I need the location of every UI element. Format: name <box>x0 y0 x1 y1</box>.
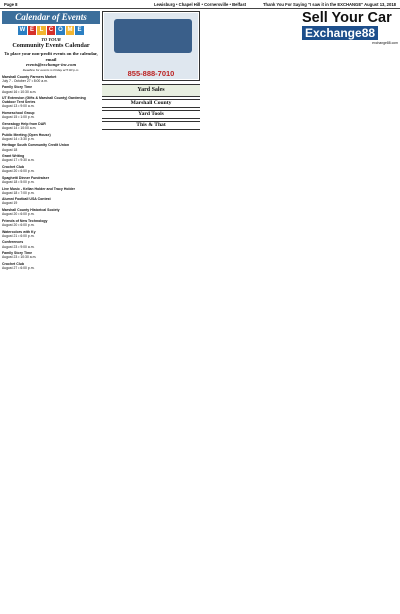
event-list <box>2 75 100 271</box>
event-text: August 20 • 6:00 p.m. <box>2 212 35 217</box>
event-title: Watercolors with Ky <box>2 229 36 234</box>
event-item <box>2 187 100 195</box>
event-text: August 16 • 10:30 a.m. <box>2 89 37 94</box>
welcome-letter: W <box>19 27 26 33</box>
event-item <box>2 133 100 141</box>
section-yard-sales <box>102 84 200 97</box>
event-title: Spaghetti Dinner Fundraiser <box>2 175 50 180</box>
event-title: Grant Writing <box>2 154 25 159</box>
event-item <box>2 111 100 119</box>
event-text: August 21 • 6:00 p.m. <box>2 233 35 238</box>
yard-sales-label: Yard Sales <box>137 87 165 93</box>
event-text: August 23 • 10:30 a.m. <box>2 255 37 260</box>
event-item <box>2 219 100 227</box>
event-item <box>2 197 100 205</box>
event-title: Friends of New Technology <box>2 218 48 223</box>
ad-logo-icon <box>114 19 192 53</box>
to-your: TO YOUR <box>41 37 61 42</box>
event-item <box>2 176 100 184</box>
event-text: August 15 • 1:00 p.m. <box>2 115 35 120</box>
exchange-url[interactable]: exchange88.com <box>372 41 398 45</box>
calendar-title: Calendar of Events <box>2 11 100 24</box>
welcome-letter: O <box>58 27 63 33</box>
event-text: August 14 • 10:00 a.m. <box>2 125 37 130</box>
event-item <box>2 251 100 259</box>
event-text: August 27 • 6:00 p.m. <box>2 266 35 271</box>
calendar-deadline: Deadline for events is Friday at 5:00 p.m. <box>22 67 80 72</box>
event-item <box>2 240 100 248</box>
event-text: August 18 <box>2 147 18 152</box>
event-title: Alumni Football USA Contest <box>2 197 51 202</box>
event-title: Crochet Club <box>2 164 24 169</box>
event-item <box>2 143 100 151</box>
event-item <box>2 154 100 162</box>
ad-phone: 855-888-7010 <box>127 68 175 78</box>
exchange-number: 88 <box>361 26 376 40</box>
classifieds-column-4 <box>302 11 398 609</box>
calendar-send-text: To place your non-profit events on the calendar, email <box>4 51 98 62</box>
event-title: Crochet Club <box>2 262 24 266</box>
sell-your-car-title: Sell Your Car <box>302 11 392 26</box>
event-text: August 18 • 5:00 p.m. <box>2 179 35 184</box>
page-header <box>0 0 400 9</box>
calendar-headline: Community Events Calendar <box>12 42 90 50</box>
welcome-letter: E <box>28 26 37 35</box>
event-item <box>2 85 100 93</box>
event-title: Genealogy Help from DAR <box>2 121 46 126</box>
phone-ad <box>102 11 200 81</box>
event-title: Family Story Time <box>2 251 33 256</box>
event-text: August 20 • 6:00 p.m. <box>2 169 35 174</box>
header-date: Thank You For Saying "I saw it in the EXCHANGE" August 13, 2018 <box>262 2 396 7</box>
event-title: Marshall County Historical Society <box>2 208 60 213</box>
welcome-letter: M <box>67 27 73 33</box>
event-item <box>2 230 100 238</box>
welcome-letter: C <box>47 26 56 35</box>
event-title: Homeschool Group <box>2 111 35 116</box>
section-this-that: This & That <box>102 121 200 130</box>
event-text: August 23 • 9:00 a.m. <box>2 244 35 249</box>
event-item <box>2 122 100 130</box>
welcome-letter: E <box>75 26 84 35</box>
event-text: August 18 • 7:00 p.m. <box>2 190 35 195</box>
event-item <box>2 165 100 173</box>
event-text: August 19 <box>2 201 18 206</box>
event-title: Live Music - Kellan Holder and Tracy Holder <box>2 186 75 191</box>
exchange-logo <box>302 26 378 40</box>
event-title: Conferences <box>2 240 24 245</box>
welcome-letter: L <box>37 26 46 35</box>
event-title: UT Extension (Gifts & Marshall County) Gardening Outdoor Tent Series <box>2 96 86 105</box>
event-text: August 14 • 3:30 p.m. <box>2 136 35 141</box>
section-marshall: Marshall County <box>102 99 200 108</box>
event-title: Marshall County Farmers Market <box>2 74 57 79</box>
event-item <box>2 208 100 216</box>
calendar-email[interactable]: events@exchange-inc.com <box>25 62 77 68</box>
header-towns: Lewisburg • Chapel Hill • Cornersville • Belfast <box>153 2 247 7</box>
phone-ad-art <box>104 13 198 79</box>
event-item <box>2 96 100 108</box>
calendar-column <box>2 11 100 609</box>
section-yard-tools: Yard Tools <box>102 110 200 119</box>
event-text: August 20 • 6:00 p.m. <box>2 222 35 227</box>
welcome-banner <box>2 26 100 35</box>
classifieds-column-3 <box>202 11 300 609</box>
classifieds-column-2 <box>102 11 200 609</box>
event-item <box>2 75 100 83</box>
event-title: Public Meeting (Open House) <box>2 132 51 137</box>
event-text: July 7 - October 27 • 8:00 a.m. <box>2 78 48 83</box>
exchange-word: Exchange <box>305 26 362 40</box>
page-number: Page 8 <box>4 2 18 7</box>
event-title: Family Story Time <box>2 85 33 90</box>
event-text: August 13 • 9:00 a.m. <box>2 104 35 109</box>
event-title: Heritage South Community Credit Union <box>2 143 70 148</box>
event-item <box>2 262 100 270</box>
event-text: August 17 • 9:30 a.m. <box>2 158 35 163</box>
